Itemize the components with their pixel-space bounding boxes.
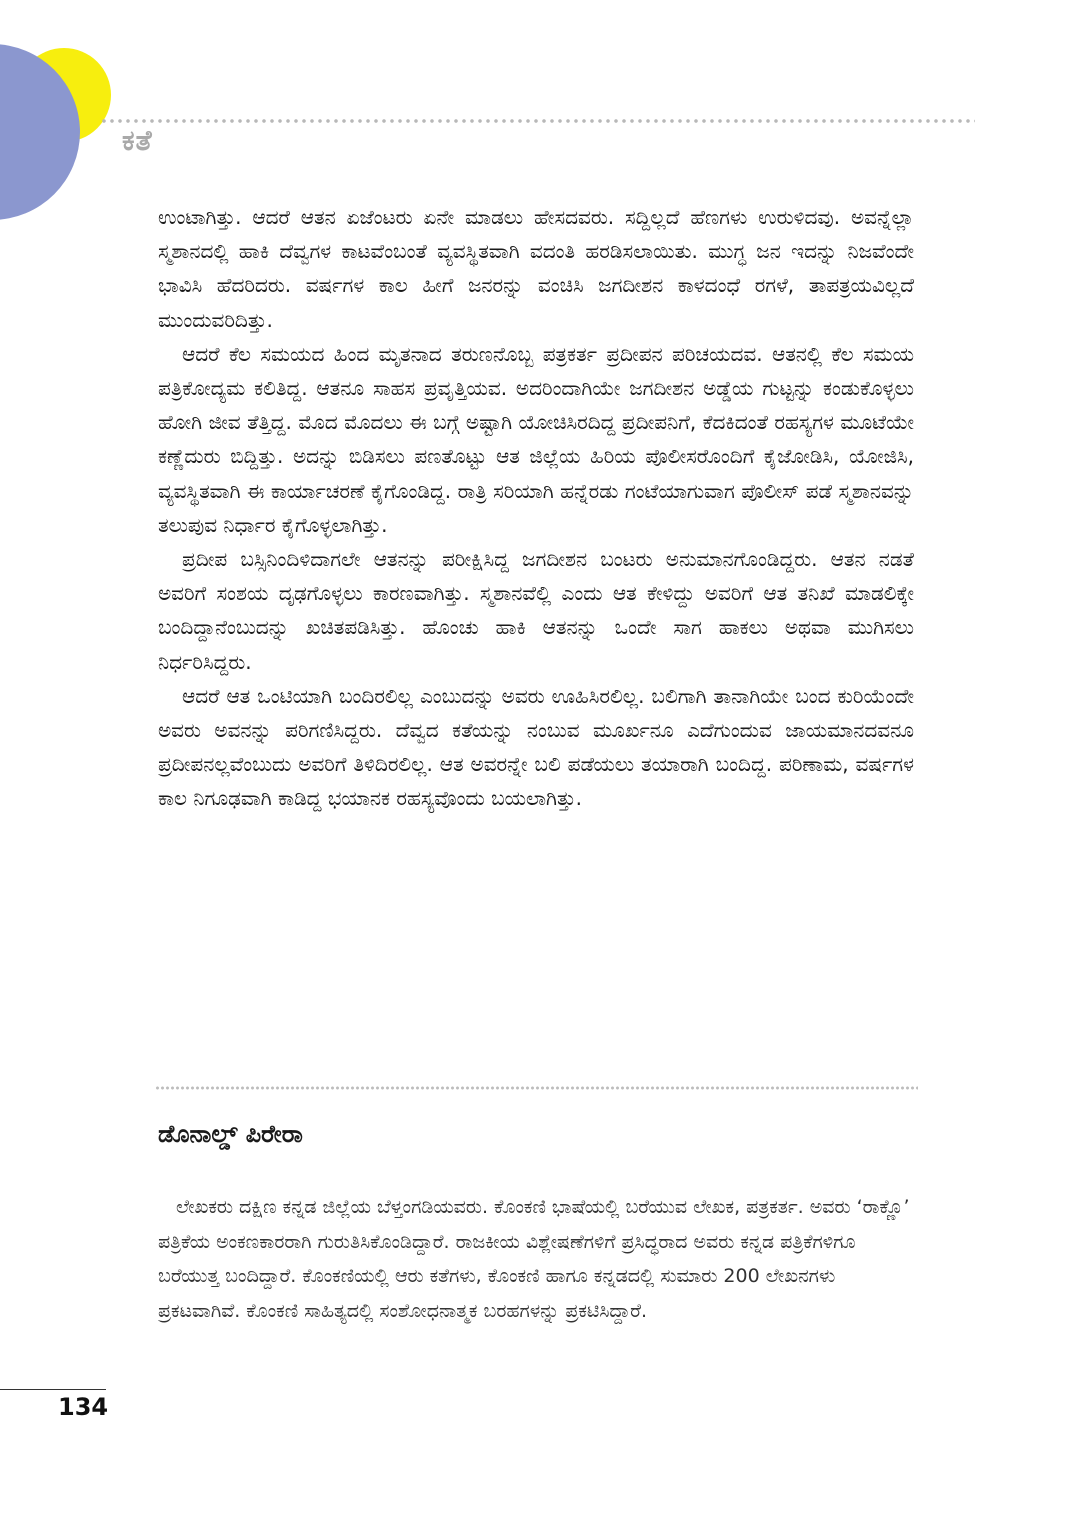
corner-decoration <box>0 0 120 220</box>
page-number: 134 <box>58 1393 109 1421</box>
story-paragraph: ಆದರೆ ಕೆಲ ಸಮಯದ ಹಿಂದ ಮೃತನಾದ ತರುಣನೊಬ್ಬ ಪತ್ರಕರ್ತ ಪ್ರದೀಪನ ಪರಿಚಯದವ. ಆತನಲ್ಲಿ ಕೆಲ ಸಮಯ ಪತ್ರಿಕೋದ್ಯಮ ಕಲಿತಿದ್ದ. ಆತನೂ ಸಾಹಸ ಪ್ರವೃತ್ತಿಯವ. ಅದರಿಂದಾಗಿಯೇ ಜಗದೀಶನ ಅಡ್ಡೆಯ ಗುಟ್ಟನ್ನು ಕಂಡುಕೊಳ್ಳಲು ಹೋಗಿ ಜೀವ ತೆತ್ತಿದ್ದ. ಮೊದ ಮೊದಲು ಈ ಬಗ್ಗೆ ಅಷ್ಟಾಗಿ ಯೋಚಿಸಿರದಿದ್ದ ಪ್ರದೀಪನಿಗೆ, ಕೆದಕಿದಂತೆ ರಹಸ್ಯಗಳ ಮೂಟೆಯೇ ಕಣ್ಣೆದುರು ಬಿದ್ದಿತ್ತು. ಅದನ್ನು ಬಿಡಿಸಲು ಪಣತೊಟ್ಟು ಆತ ಜಿಲ್ಲೆಯ ಹಿರಿಯ ಪೊಲೀಸರೊಂದಿಗೆ ಕೈಜೋಡಿಸಿ, ಯೋಜಿಸಿ, ವ್ಯವಸ್ಥಿತವಾಗಿ ಈ ಕಾರ್ಯಾಚರಣೆ ಕೈಗೊಂಡಿದ್ದ. ರಾತ್ರಿ ಸರಿಯಾಗಿ ಹನ್ನೆರಡು ಗಂಟೆಯಾಗುವಾಗ ಪೊಲೀಸ್ ಪಡೆ ಸ್ಮಶಾನವನ್ನು ತಲುಪುವ ನಿರ್ಧಾರ ಕೈಗೊಳ್ಳಲಾಗಿತ್ತು. <box>158 341 914 537</box>
section-dotted-divider <box>155 1086 918 1090</box>
author-name: ಡೊನಾಲ್ಡ್ ಪಿರೇರಾ <box>158 1120 303 1148</box>
story-body <box>158 200 914 816</box>
story-paragraph: ಉಂಟಾಗಿತ್ತು. ಆದರೆ ಆತನ ಏಜೆಂಟರು ಏನೇ ಮಾಡಲು ಹೇಸದವರು. ಸದ್ದಿಲ್ಲದೆ ಹೆಣಗಳು ಉರುಳಿದವು. ಅವನ್ನೆಲ್ಲಾ ಸ್ಮಶಾನದಲ್ಲಿ ಹಾಕಿ ದೆವ್ವಗಳ ಕಾಟವೆಂಬಂತೆ ವ್ಯವಸ್ಥಿತವಾಗಿ ವದಂತಿ ಹರಡಿಸಲಾಯಿತು. ಮುಗ್ಧ ಜನ ಇದನ್ನು ನಿಜವೆಂದೇ ಭಾವಿಸಿ ಹೆದರಿದರು. ವರ್ಷಗಳ ಕಾಲ ಹೀಗೆ ಜನರನ್ನು ವಂಚಿಸಿ ಜಗದೀಶನ ಕಾಳದಂಧೆ ರಗಳೆ, ತಾಪತ್ರಯವಿಲ್ಲದೆ ಮುಂದುವರಿದಿತ್ತು. <box>158 205 914 332</box>
story-paragraph: ಪ್ರದೀಪ ಬಸ್ಸಿನಿಂದಿಳಿದಾಗಲೇ ಆತನನ್ನು ಪರೀಕ್ಷಿಸಿದ್ದ ಜಗದೀಶನ ಬಂಟರು ಅನುಮಾನಗೊಂಡಿದ್ದರು. ಆತನ ನಡತೆ ಅವರಿಗೆ ಸಂಶಯ ದೃಢಗೊಳ್ಳಲು ಕಾರಣವಾಗಿತ್ತು. ಸ್ಮಶಾನವೆಲ್ಲಿ ಎಂದು ಆತ ಕೇಳಿದ್ದು ಅವರಿಗೆ ಆತ ತನಿಖೆ ಮಾಡಲಿಕ್ಕೇ ಬಂದಿದ್ದಾನೆಂಬುದನ್ನು ಖಚಿತಪಡಿಸಿತ್ತು. ಹೊಂಚು ಹಾಕಿ ಆತನನ್ನು ಒಂದೇ ಸಾಗ ಹಾಕಲು ಅಥವಾ ಮುಗಿಸಲು ನಿರ್ಧರಿಸಿದ್ದರು. <box>158 547 914 674</box>
section-label: ಕತೆ <box>122 124 153 157</box>
header-dotted-rule <box>100 118 975 124</box>
footer-rule <box>0 1389 106 1390</box>
story-paragraph: ಆದರೆ ಆತ ಒಂಟಿಯಾಗಿ ಬಂದಿರಲಿಲ್ಲ ಎಂಬುದನ್ನು ಅವರು ಊಹಿಸಿರಲಿಲ್ಲ. ಬಲಿಗಾಗಿ ತಾನಾಗಿಯೇ ಬಂದ ಕುರಿಯೆಂದೇ ಅವರು ಅವನನ್ನು ಪರಿಗಣಿಸಿದ್ದರು. ದೆವ್ವದ ಕತೆಯನ್ನು ನಂಬುವ ಮೂರ್ಖನೂ ಎದೆಗುಂದುವ ಜಾಯಮಾನದವನೂ ಪ್ರದೀಪನಲ್ಲವೆಂಬುದು ಅವರಿಗೆ ತಿಳಿದಿರಲಿಲ್ಲ. ಆತ ಅವರನ್ನೇ ಬಲಿ ಪಡೆಯಲು ತಯಾರಾಗಿ ಬಂದಿದ್ದ. ಪರಿಣಾಮ, ವರ್ಷಗಳ ಕಾಲ ನಿಗೂಢವಾಗಿ ಕಾಡಿದ್ದ ಭಯಾನಕ ರಹಸ್ಯವೊಂದು ಬಯಲಾಗಿತ್ತು. <box>158 683 914 811</box>
author-bio: ಲೇಖಕರು ದಕ್ಷಿಣ ಕನ್ನಡ ಜಿಲ್ಲೆಯ ಬೆಳ್ತಂಗಡಿಯವರು. ಕೊಂಕಣಿ ಭಾಷೆಯಲ್ಲಿ ಬರೆಯುವ ಲೇಖಕ, ಪತ್ರಕರ್ತ. ಅವರು ‘ರಾಕ್ಣೊ’ ಪತ್ರಿಕೆಯ ಅಂಕಣಕಾರರಾಗಿ ಗುರುತಿಸಿಕೊಂಡಿದ್ದಾರೆ. ರಾಜಕೀಯ ವಿಶ್ಲೇಷಣೆಗಳಿಗೆ ಪ್ರಸಿದ್ಧರಾದ ಅವರು ಕನ್ನಡ ಪತ್ರಿಕೆಗಳಿಗೂ ಬರೆಯುತ್ತ ಬಂದಿದ್ದಾರೆ. ಕೊಂಕಣಿಯಲ್ಲಿ ಆರು ಕತೆಗಳು, ಕೊಂಕಣಿ ಹಾಗೂ ಕನ್ನಡದಲ್ಲಿ ಸುಮಾರು 200 ಲೇಖನಗಳು ಪ್ರಕಟವಾಗಿವೆ. ಕೊಂಕಣಿ ಸಾಹಿತ್ಯದಲ್ಲಿ ಸಂಶೋಧನಾತ್ಮಕ ಬರಹಗಳನ್ನು ಪ್ರಕಟಿಸಿದ್ದಾರೆ. <box>158 1196 910 1322</box>
